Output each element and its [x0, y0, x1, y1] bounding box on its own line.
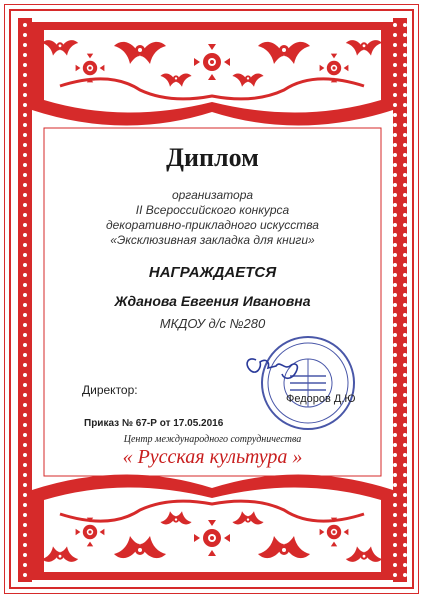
organizer-block: [0, 188, 425, 248]
top-ornament: [32, 18, 393, 138]
diploma-title: Диплом: [166, 143, 259, 172]
organizer-line: декоративно-прикладного искусства: [106, 218, 319, 232]
institution: МКДОУ д/с №280: [159, 316, 266, 331]
award-heading: НАГРАЖДАЕТСЯ: [148, 264, 277, 281]
order-number: Приказ № 67-Р от 17.05.2016: [84, 418, 224, 429]
center-caption: Центр международного сотрудничества: [123, 434, 302, 445]
round-stamp: [262, 337, 354, 429]
organizer-line: II Всероссийского конкурса: [135, 203, 290, 217]
organizer-line: «Эксклюзивная закладка для книги»: [110, 233, 315, 247]
director-label: Директор:: [82, 383, 138, 397]
bottom-ornament: [32, 458, 393, 582]
organizer-line: организатора: [171, 188, 254, 202]
brand-title: « Русская культура »: [122, 446, 303, 468]
recipient-name: Жданова Евгения Ивановна: [114, 293, 311, 309]
director-signature: [247, 359, 297, 378]
director-name: Федоров Д.Ю: [286, 393, 356, 405]
